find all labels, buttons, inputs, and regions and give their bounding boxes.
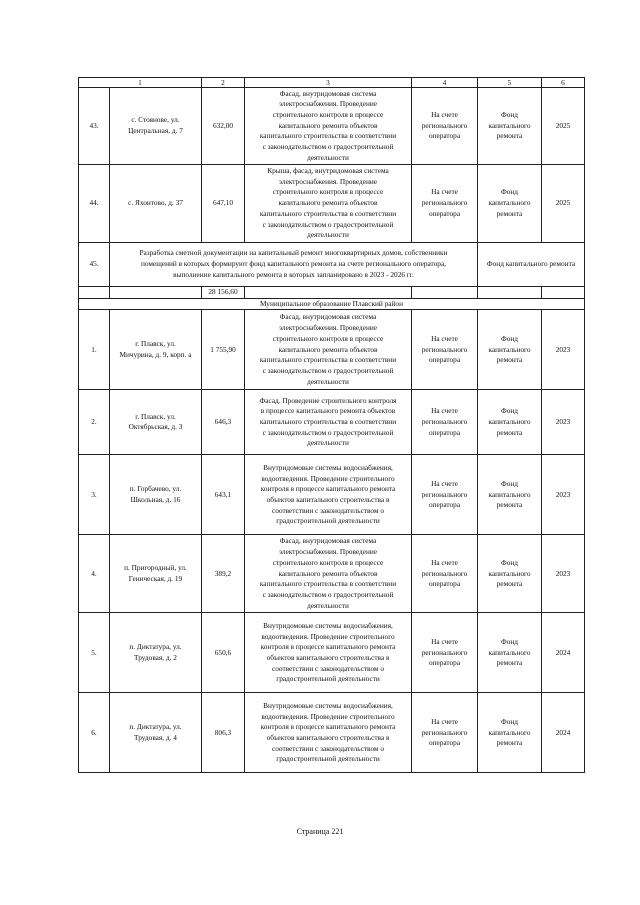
total-area: 28 156,60 bbox=[202, 287, 245, 299]
row-number: 3. bbox=[79, 455, 110, 535]
row-area: 632,00 bbox=[202, 88, 245, 165]
col-header-1: 1 bbox=[79, 78, 202, 88]
row-fund: Фонд капитального ремонта bbox=[478, 455, 542, 535]
row-address: п. Горбачево, ул. Школьная, д. 16 bbox=[110, 455, 202, 535]
row-area: 806,3 bbox=[202, 693, 245, 773]
row-area: 1 755,90 bbox=[202, 310, 245, 390]
row-address: с. Стоянове, ул. Центральная, д. 7 bbox=[110, 88, 202, 165]
row-address: п. Пригородный, ул. Геническая, д. 19 bbox=[110, 535, 202, 613]
row-works: Фасад, внутридомовая система электроснабжения. Проведение строительного контроля в процессе капитального ремонта объектов капитального строительства в соответствии с законодательством о градостроительной деятельности bbox=[245, 88, 412, 165]
row-year: 2023 bbox=[542, 455, 585, 535]
row-fund: Фонд капитального ремонта bbox=[478, 165, 542, 243]
row-works: Фасад, внутридомовая система электроснабжения. Проведение строительного контроля в процессе капитального ремонта объектов капитального строительства в соответствии с законодательством о градостроительной деятельности bbox=[245, 310, 412, 390]
capital-repair-table bbox=[78, 77, 585, 773]
table-row bbox=[79, 310, 585, 390]
column-number-row bbox=[79, 78, 585, 88]
row-area: 650,6 bbox=[202, 613, 245, 693]
row-fund: Фонд капитального ремонта bbox=[478, 243, 585, 287]
table-row bbox=[79, 390, 585, 455]
row-number: 6. bbox=[79, 693, 110, 773]
row-address: г. Плавск, ул. Октябрьская, д. 3 bbox=[110, 390, 202, 455]
table-row bbox=[79, 455, 585, 535]
row-financing: На счете регионального оператора bbox=[412, 693, 478, 773]
row-address: г. Плавск, ул. Мичурина, д. 9, корп. а bbox=[110, 310, 202, 390]
row-financing: На счете регионального оператора bbox=[412, 310, 478, 390]
row-financing: На счете регионального оператора bbox=[412, 165, 478, 243]
row-year: 2025 bbox=[542, 165, 585, 243]
row-year: 2024 bbox=[542, 613, 585, 693]
section-title: Муниципальное образование Плавский район bbox=[79, 298, 585, 310]
col-header-3: 3 bbox=[245, 78, 412, 88]
total-row bbox=[79, 287, 585, 299]
row-financing: На счете регионального оператора bbox=[412, 88, 478, 165]
table-row bbox=[79, 535, 585, 613]
row-fund: Фонд капитального ремонта bbox=[478, 613, 542, 693]
col-header-6: 6 bbox=[542, 78, 585, 88]
row-fund: Фонд капитального ремонта bbox=[478, 390, 542, 455]
row-year: 2023 bbox=[542, 310, 585, 390]
table-row-estimate bbox=[79, 243, 585, 287]
row-year: 2024 bbox=[542, 693, 585, 773]
row-financing: На счете регионального оператора bbox=[412, 455, 478, 535]
row-financing: На счете регионального оператора bbox=[412, 535, 478, 613]
row-works: Внутридомовые системы водоснабжения, водоотведения. Проведение строительного контроля в процессе капитального ремонта объектов капитального строительства в соответствии с законодательством о градостроительной деятельности bbox=[245, 693, 412, 773]
row-address: п. Диктатура, ул. Трудовая, д. 2 bbox=[110, 613, 202, 693]
row-works: Фасад, внутридомовая система электроснабжения. Проведение строительного контроля в процессе капитального ремонта объектов капитального строительства в соответствии с законодательством о градостроительной деятельности bbox=[245, 535, 412, 613]
table-row bbox=[79, 165, 585, 243]
row-number: 45. bbox=[79, 243, 110, 287]
row-area: 643,1 bbox=[202, 455, 245, 535]
row-number: 2. bbox=[79, 390, 110, 455]
col-header-4: 4 bbox=[412, 78, 478, 88]
page-number: Страница 221 bbox=[296, 827, 344, 836]
row-financing: На счете регионального оператора bbox=[412, 390, 478, 455]
col-header-5: 5 bbox=[478, 78, 542, 88]
row-number: 1. bbox=[79, 310, 110, 390]
row-works: Внутридомовые системы водоснабжения, водоотведения. Проведение строительного контроля в процессе капитального ремонта объектов капитального строительства в соответствии с законодательством о градостроительной деятельности bbox=[245, 613, 412, 693]
row-year: 2025 bbox=[542, 88, 585, 165]
row-fund: Фонд капитального ремонта bbox=[478, 693, 542, 773]
row-fund: Фонд капитального ремонта bbox=[478, 88, 542, 165]
row-works: Фасад. Проведение строительного контроля в процессе капитального ремонта объектов капитального строительства в соответствии с законодательством о градостроительной деятельности bbox=[245, 390, 412, 455]
row-works: Крыша, фасад, внутридомовая система электроснабжения. Проведение строительного контроля в процессе капитального ремонта объектов капитального строительства в соответствии с законодательством о градостроительной деятельности bbox=[245, 165, 412, 243]
row-works: Внутридомовые системы водоснабжения, водоотведения. Проведение строительного контроля в процессе капитального ремонта объектов капитального строительства в соответствии с законодательством о градостроительной деятельности bbox=[245, 455, 412, 535]
row-number: 44. bbox=[79, 165, 110, 243]
table-row bbox=[79, 88, 585, 165]
col-header-2: 2 bbox=[202, 78, 245, 88]
section-title-row bbox=[79, 298, 585, 310]
row-number: 43. bbox=[79, 88, 110, 165]
row-area: 389,2 bbox=[202, 535, 245, 613]
row-fund: Фонд капитального ремонта bbox=[478, 310, 542, 390]
row-address: с. Яхонтово, д. 37 bbox=[110, 165, 202, 243]
row-area: 647,10 bbox=[202, 165, 245, 243]
estimate-description: Разработка сметной документации на капитальный ремонт многоквартирных домов, собственники помещений в которых формируют фонд капитального ремонта на счете регионального оператора, выполнение капитального ремонта в которых запланировано в 2023 - 2026 гг. bbox=[110, 243, 478, 287]
row-fund: Фонд капитального ремонта bbox=[478, 535, 542, 613]
row-area: 646,3 bbox=[202, 390, 245, 455]
row-address: п. Диктатура, ул. Трудовая, д. 4 bbox=[110, 693, 202, 773]
row-year: 2023 bbox=[542, 390, 585, 455]
row-year: 2023 bbox=[542, 535, 585, 613]
row-number: 5. bbox=[79, 613, 110, 693]
row-number: 4. bbox=[79, 535, 110, 613]
table-row bbox=[79, 693, 585, 773]
row-financing: На счете регионального оператора bbox=[412, 613, 478, 693]
table-row bbox=[79, 613, 585, 693]
